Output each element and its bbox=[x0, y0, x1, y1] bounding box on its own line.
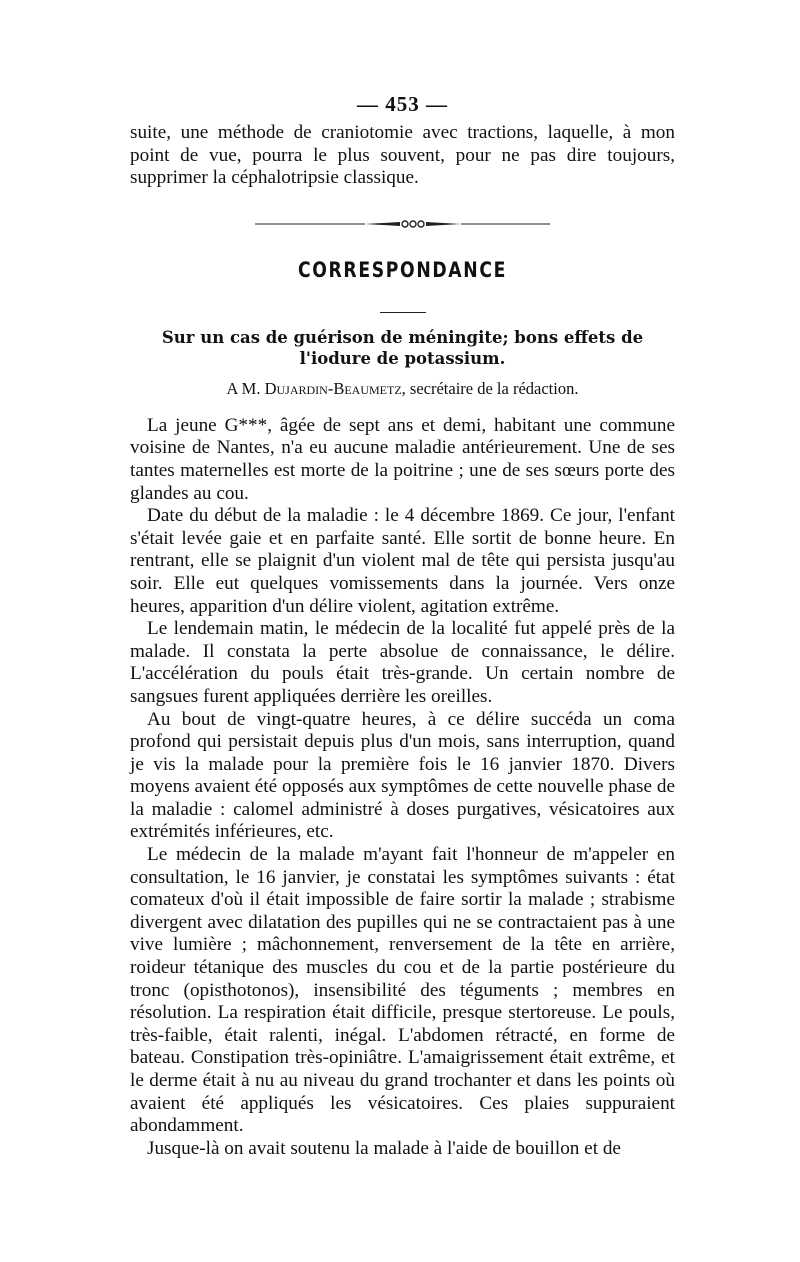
paragraph-6: Jusque-là on avait soutenu la malade à l'aide de bouillon et de bbox=[147, 1137, 621, 1159]
section-title: CORRESPONDANCE bbox=[297, 257, 508, 282]
paragraph-5: Le médecin de la malade m'ayant fait l'honneur de m'appeler en consultation, le 16 janvier, je constatai les symptômes suivants : état comateux d'où il était impossible de faire sortir la malade ; strabisme divergent avec dilatation des pupilles qui ne se contractaient pas à une vive lumière ; mâchonnement, renversement de la tête en arrière, roideur tétanique des muscles du cou et de la partie postérieure du tronc (opisthotonos), insensibilité des téguments ; membres en résolution. La respiration était difficile, presque stertoreuse. Le pouls, très-faible, était ralenti, inégal. L'abdomen rétracté, en forme de bateau. Constipation très-opiniâtre. L'amaigrissement était extrême, et le derme était à nu au niveau du grand trochanter et dans les points où avaient été appliqués les vésicatoires. Ces plaies suppuraient abondamment. bbox=[130, 844, 675, 1137]
paragraph-2: Date du début de la maladie : le 4 décembre 1869. Ce jour, l'enfant s'était levée gaie et en parfaite santé. Elle sortit de bonne heure. En rentrant, elle se plaignit d'un violent mal de tête qui persista jusqu'au soir. Elle eut quelques vomissements dans la journée. Vers onze heures, apparition d'un délire violent, agitation extrême. bbox=[130, 505, 675, 617]
address-suffix: secrétaire de la rédaction. bbox=[409, 378, 579, 398]
address-line bbox=[130, 379, 675, 399]
title-divider bbox=[380, 312, 426, 313]
article-title: Sur un cas de guérison de méningite; bons effets de l'iodure de potassium. bbox=[161, 327, 644, 368]
document-page bbox=[130, 92, 675, 1160]
decorative-rule-ornament-icon bbox=[255, 218, 550, 230]
page-number: — 453 — bbox=[357, 92, 448, 116]
letter-body bbox=[130, 415, 675, 1161]
paragraph-4: Au bout de vingt-quatre heures, à ce délire succéda un coma profond qui persistait depuis plus d'un mois, sans interruption, quand je vis la malade pour la première fois le 16 janvier 1870. Divers moyens avaient été opposés aux symptômes de cette nouvelle phase de la maladie : calomel administré à doses purgatives, vésicatoires aux extrémités inférieures, etc. bbox=[130, 708, 675, 843]
paragraph-1: La jeune G***, âgée de sept ans et demi, habitant une commune voisine de Nantes, n'a eu aucune maladie antérieurement. Une de ses tantes maternelles est morte de la poitrine ; une de ses sœurs porte des glandes au cou. bbox=[130, 414, 675, 504]
recipient-name: Dujardin-Beaumetz, bbox=[264, 378, 406, 398]
continuation-paragraph: suite, une méthode de craniotomie avec tractions, laquelle, à mon point de vue, pourra le plus souvent, pour ne pas dire toujours, supprimer la céphalotripsie classique. bbox=[130, 122, 675, 189]
address-prefix: A M. bbox=[226, 378, 261, 398]
paragraph-3: Le lendemain matin, le médecin de la localité fut appelé près de la malade. Il constata la perte absolue de connaissance, le délire. L'accélération du pouls était très-grande. Un certain nombre de sangsues furent appliquées derrière les oreilles. bbox=[130, 618, 675, 707]
